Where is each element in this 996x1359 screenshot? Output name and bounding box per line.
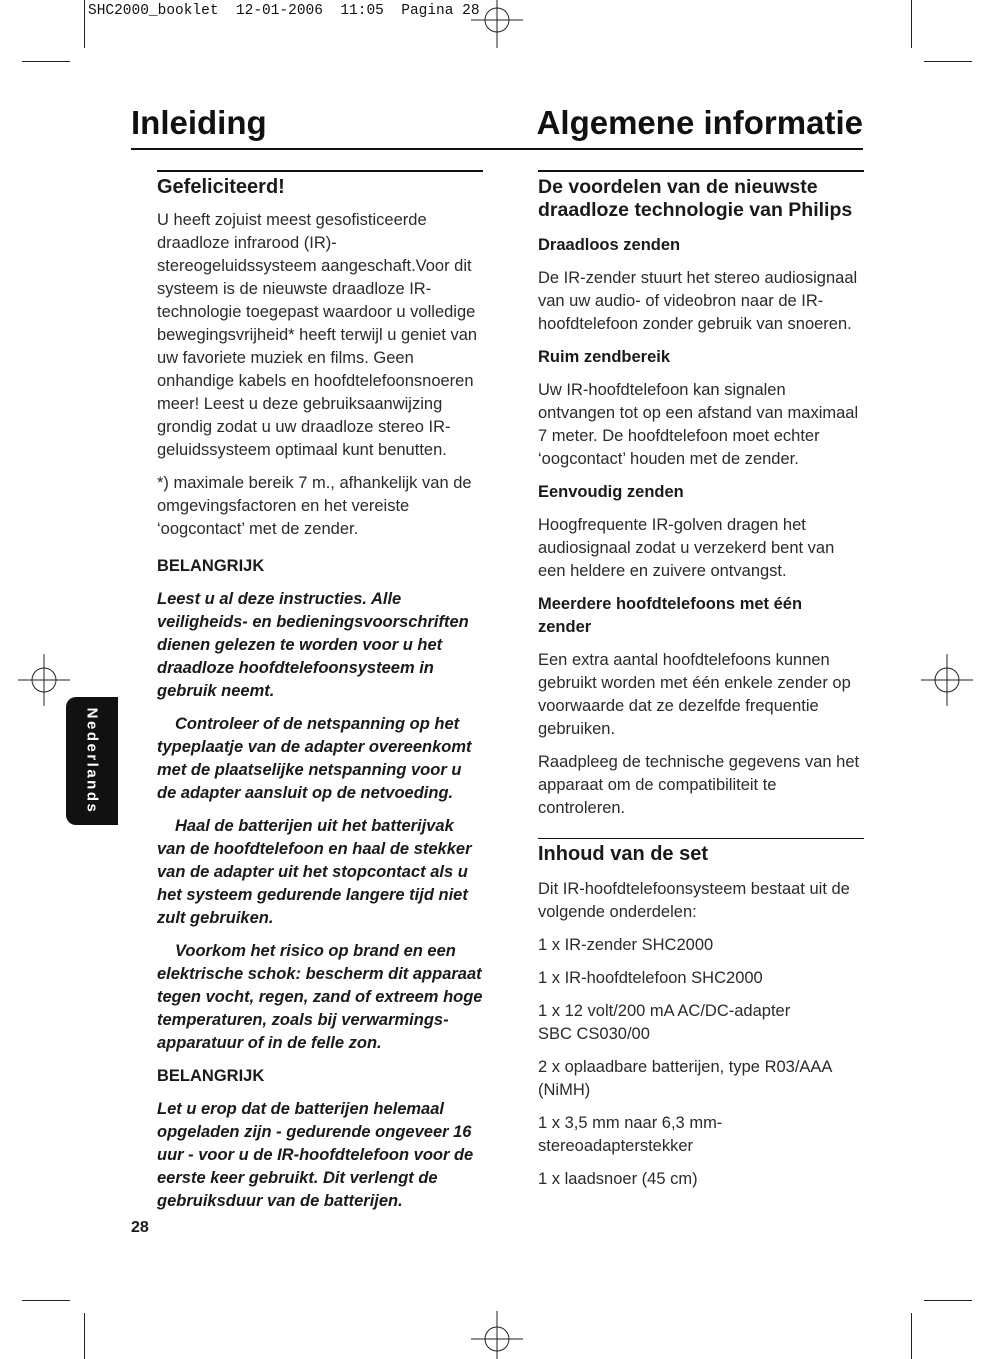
title-divider xyxy=(131,148,863,150)
feature-text: Uw IR-hoofdtelefoon kan signalen ontvangen tot op een afstand van maximaal 7 meter. De hoofdtelefoon moet echter ‘oogcontact’ houden met de zender. xyxy=(538,380,859,468)
crop-mark xyxy=(924,61,972,62)
section-divider xyxy=(157,170,483,172)
crop-mark xyxy=(924,1300,972,1301)
feature-text: De IR-zender stuurt het stereo audiosignaal van uw audio- of videobron naar de IR-hoofdtelefoon zonder gebruik van snoeren. xyxy=(538,268,858,333)
feature-block xyxy=(538,234,864,336)
warning-paragraph: Voorkom het risico op brand en een elektrische schok: bescherm dit apparaat tegen vocht, regen, zand of extreem hoge temperaturen, zoals bij verwarmings-apparatuur of in de felle zon. xyxy=(157,941,483,1052)
important-label: BELANGRIJK xyxy=(157,1066,265,1085)
contents-item: 1 x laadsnoer (45 cm) xyxy=(538,1170,698,1188)
crop-mark xyxy=(22,61,70,62)
registration-mark-icon xyxy=(471,0,523,52)
section-divider xyxy=(538,170,864,172)
warning-paragraph: Leest u al deze instructies. Alle veiligheids- en bedieningsvoorschriften dienen gelezen te worden voor u het draadloze hoofdtelefoonsysteem in gebruik neemt. xyxy=(157,589,469,700)
contents-item: 1 x IR-zender SHC2000 xyxy=(538,936,714,954)
feature-block xyxy=(538,593,864,741)
feature-block xyxy=(538,346,864,471)
crop-mark xyxy=(22,1300,70,1301)
contents-item: 1 x IR-hoofdtelefoon SHC2000 xyxy=(538,969,763,987)
contents-intro: Dit IR-hoofdtelefoonsysteem bestaat uit de volgende onderdelen: xyxy=(538,880,850,921)
warning-paragraph: Controleer of de netspanning op het typeplaatje van de adapter overeenkomt met de plaatselijke netspanning voor u de adapter aansluit op de netvoeding. xyxy=(157,714,472,802)
section-heading-congratulations: Gefeliciteerd! xyxy=(157,175,285,198)
feature-title: Ruim zendbereik xyxy=(538,347,671,366)
section-divider xyxy=(538,838,864,840)
footnote: *) maximale bereik 7 m., afhankelijk van de omgevingsfactoren en het vereiste ‘oogcontact’ met de zender. xyxy=(157,473,472,538)
warning-paragraph: Haal de batterijen uit het batterijvak van de hoofdtelefoon en haal de stekker van de adapter uit het stopcontact als u het systeem gedurende langere tijd niet zult gebruiken. xyxy=(157,816,472,927)
print-slug: SHC2000_booklet 12-01-2006 11:05 Pagina 28 xyxy=(88,3,480,19)
registration-mark-icon xyxy=(921,654,973,706)
language-tab xyxy=(66,697,118,825)
section-heading-contents: Inhoud van de set xyxy=(538,843,709,865)
crop-mark xyxy=(84,1313,85,1359)
intro-paragraph: U heeft zojuist meest gesofisticeerde draadloze infrarood (IR)-stereogeluidssysteem aangeschaft.Voor dit systeem is de nieuwste draadloze IR-technologie toegepast waardoor u volledige bewegingsvrijheid* heeft terwijl u geniet van uw favoriete muziek en films. Geen onhandige kabels en hoofdtelefoonsnoeren meer! Leest u deze gebruiksaanwijzing grondig zodat u uw draadloze stereo IR-geluidssysteem optimaal kunt benutten. xyxy=(157,210,478,459)
right-column xyxy=(538,170,864,1201)
page-number: 28 xyxy=(131,1219,149,1236)
crop-mark xyxy=(911,0,912,48)
feature-text: Een extra aantal hoofdtelefoons kunnen gebruikt worden met één enkele zender op voorwaarde dat ze dezelfde frequentie gebruiken. xyxy=(538,650,851,738)
left-column xyxy=(157,170,483,1223)
warning-paragraph: Let u erop dat de batterijen helemaal opgeladen zijn - gedurende ongeveer 16 uur - voor u de IR-hoofdtelefoon voor de eerste keer gebruikt. Dit verlengt de gebruiksduur van de batterijen. xyxy=(157,1099,474,1210)
registration-mark-icon xyxy=(18,654,70,706)
section-heading-advantages: De voordelen van de nieuwste draadloze technologie van Philips xyxy=(538,175,853,221)
registration-mark-icon xyxy=(471,1307,523,1359)
feature-block xyxy=(538,481,864,583)
crop-mark xyxy=(911,1313,912,1359)
contents-item: 2 x oplaadbare batterijen, type R03/AAA (NiMH) xyxy=(538,1058,832,1099)
contents-item: 1 x 12 volt/200 mA AC/DC-adapter SBC CS030/00 xyxy=(538,1002,791,1043)
language-tab-label: Nederlands xyxy=(83,707,101,815)
important-label: BELANGRIJK xyxy=(157,556,265,575)
page-title-right: Algemene informatie xyxy=(536,104,863,141)
feature-title: Draadloos zenden xyxy=(538,235,681,254)
compatibility-note: Raadpleeg de technische gegevens van het apparaat om de compatibiliteit te controleren. xyxy=(538,752,860,817)
crop-mark xyxy=(84,0,85,48)
feature-title: Eenvoudig zenden xyxy=(538,482,684,501)
feature-title: Meerdere hoofdtelefoons met één zender xyxy=(538,594,803,636)
page-title-left: Inleiding xyxy=(131,104,267,141)
feature-text: Hoogfrequente IR-golven dragen het audiosignaal zodat u verzekerd bent van een heldere en zuivere ontvangst. xyxy=(538,515,835,580)
contents-item: 1 x 3,5 mm naar 6,3 mm-stereoadapterstekker xyxy=(538,1114,723,1155)
